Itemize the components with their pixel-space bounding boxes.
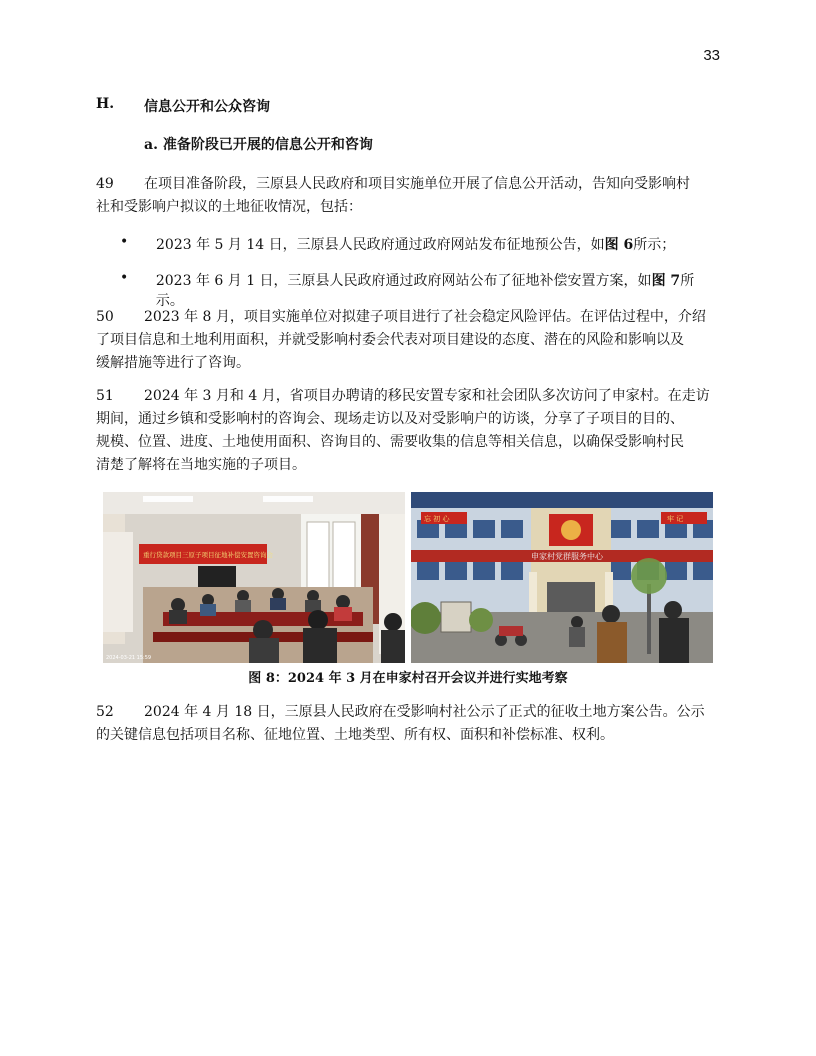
paragraph-number: 52 xyxy=(96,704,114,720)
paragraph-49 xyxy=(96,173,720,219)
paragraph-line: 在项目准备阶段，三原县人民政府和项目实施单位开展了信息公开活动，告知向受影响村 xyxy=(144,176,690,192)
paragraph-line: 2024 年 4 月 18 日，三原县人民政府在受影响村社公示了正式的征收土地方案公告。公示 xyxy=(144,704,705,720)
paragraph-line: 社和受影响户拟议的土地征收情况，包括： xyxy=(96,199,362,215)
paragraph-line: 期间，通过乡镇和受影响村的咨询会、现场走访以及对受影响户的访谈，分享了子项目的目的、 xyxy=(96,411,684,427)
paragraph-number: 49 xyxy=(96,176,114,192)
paragraph-line: 规模、位置、进度、土地使用面积、咨询目的、需要收集的信息等相关信息，以确保受影响村民 xyxy=(96,434,684,450)
section-letter: H. xyxy=(96,96,115,112)
bullet-text: 2023 年 6 月 1 日，三原县人民政府通过政府网站公布了征地补偿安置方案，如图 7所示。 xyxy=(155,273,695,309)
paragraph-number: 50 xyxy=(96,309,114,325)
paragraph-line: 2024 年 3 月和 4 月，省项目办聘请的移民安置专家和社会团队多次访问了申家村。在走访 xyxy=(144,388,710,404)
village-center-photo xyxy=(411,492,713,663)
meeting-banner: 重行贷款项目三原子项目征地补偿安置咨询会 xyxy=(143,551,273,559)
section-heading xyxy=(96,96,270,116)
paragraph-line: 2023 年 8 月，项目实施单位对拟建子项目进行了社会稳定风险评估。在评估过程中，介绍 xyxy=(144,309,706,325)
paragraph-line: 缓解措施等进行了咨询。 xyxy=(96,355,250,371)
bullet-icon: • xyxy=(120,270,129,286)
bullet-icon: • xyxy=(120,234,129,250)
bullet-item xyxy=(120,234,720,254)
paragraph-line: 清楚了解将在当地实施的子项目。 xyxy=(96,457,306,473)
photo-timestamp: 2024-03-21 15:59 xyxy=(106,655,152,661)
section-title: 信息公开和公众咨询 xyxy=(144,99,270,115)
figure-reference: 图 6 xyxy=(604,237,634,253)
paragraph-line: 的关键信息包括项目名称、征地位置、土地类型、所有权、面积和补偿标准、权利。 xyxy=(96,727,614,743)
building-sign: 申家村党群服务中心 xyxy=(531,552,603,561)
figure-caption: 图 8：2024 年 3 月在申家村召开会议并进行实地考察 xyxy=(248,671,568,686)
paragraph-52 xyxy=(96,701,720,747)
slogan-right: 牢 记 xyxy=(667,515,684,523)
slogan-left: 忘 初 心 xyxy=(424,515,450,523)
bullet-text: 2023 年 5 月 14 日，三原县人民政府通过政府网站发布征地预公告，如图 6所示； xyxy=(156,237,676,253)
subsection-heading: a. 准备阶段已开展的信息公开和咨询 xyxy=(144,137,373,153)
figure-8 xyxy=(103,492,713,663)
paragraph-number: 51 xyxy=(96,388,114,404)
meeting-photo xyxy=(103,492,405,663)
bullet-item xyxy=(120,270,720,310)
paragraph-50 xyxy=(96,306,720,375)
paragraph-51 xyxy=(96,385,720,477)
figure-reference: 图 7 xyxy=(651,273,681,289)
paragraph-line: 了项目信息和土地利用面积，并就受影响村委会代表对项目建设的态度、潜在的风险和影响以及 xyxy=(96,332,684,348)
page-number: 33 xyxy=(703,47,720,64)
